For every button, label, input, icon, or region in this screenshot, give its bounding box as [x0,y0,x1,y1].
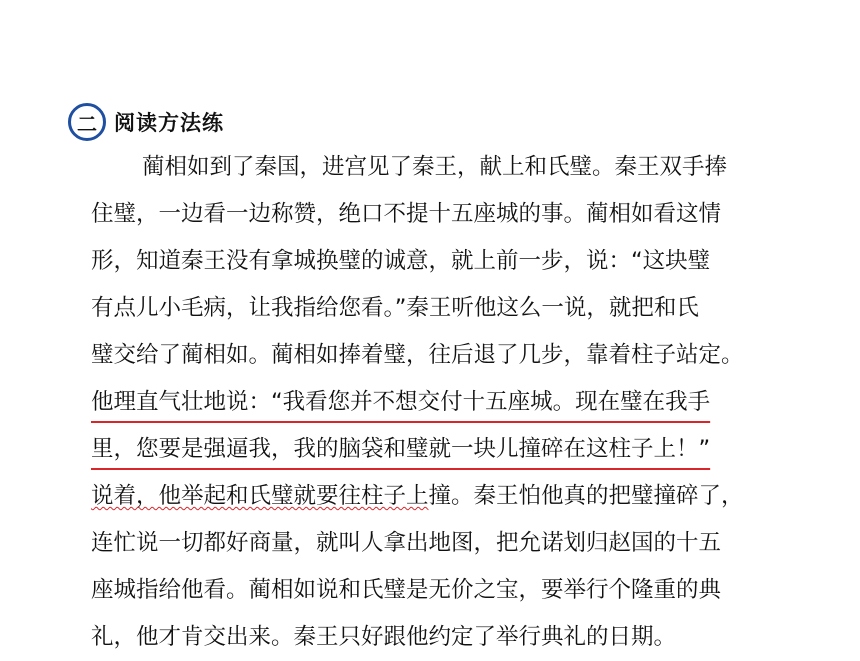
underlined-quote-line: 里，您要是强逼我，我的脑袋和璧就一块儿撞碎在这柱子上！” [91,436,711,462]
passage-line: 住璧，一边看一边称赞，绝口不提十五座城的事。蔺相如看这情 [91,201,722,227]
passage-line: 座城指给他看。蔺相如说和氏璧是无价之宝，要举行个隆重的典 [91,577,722,603]
passage-line: 璧交给了蔺相如。蔺相如捧着璧，往后退了几步，靠着柱子站定。 [91,342,744,368]
passage-line-wavy [91,473,791,520]
section-title: 阅读方法练 [114,111,224,135]
passage-line: 有点儿小毛病，让我指给您看。”秦王听他这么一说，就把和氏 [91,295,699,321]
wavy-underlined-action: 说着，他举起和氏璧就要往柱子上 [91,483,429,509]
reading-passage [91,144,791,661]
underlined-quote-line: 他理直气壮地说：“我看您并不想交付十五座城。现在璧在我手 [91,389,711,415]
passage-line: 形，知道秦王没有拿城换璧的诚意，就上前一步，说：“这块璧 [91,248,711,274]
passage-line-rest: 撞。秦王怕他真的把璧撞碎了， [428,483,744,509]
passage-line-underlined [91,379,791,426]
passage-line: 连忙说一切都好商量，就叫人拿出地图，把允诺划归赵国的十五 [91,530,722,556]
section-number: 二 [77,111,97,136]
passage-line: 礼，他才肯交出来。秦王只好跟他约定了举行典礼的日期。 [91,624,677,650]
passage-line: 蔺相如到了秦国，进宫见了秦王，献上和氏璧。秦王双手捧 [142,154,728,180]
section-number-badge [68,103,106,141]
passage-line-underlined [91,426,791,473]
section-heading [68,98,224,146]
